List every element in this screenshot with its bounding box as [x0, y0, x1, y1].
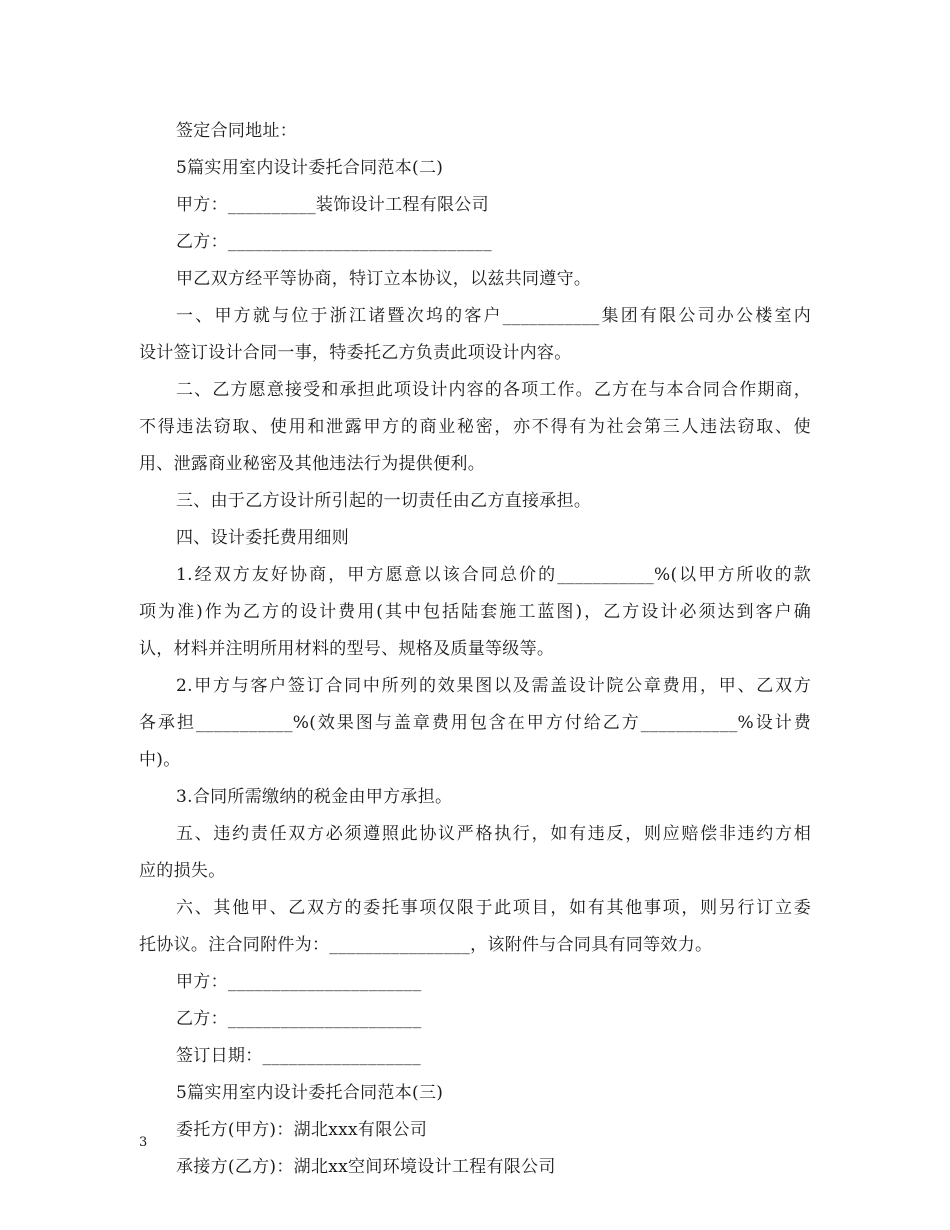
- document-body: [139, 113, 811, 1186]
- text-line: 5篇实用室内设计委托合同范本(二): [176, 158, 444, 178]
- text-line: 签订日期：__________________: [176, 1046, 421, 1066]
- text-line: 承接方(乙方)：湖北xx空间环境设计工程有限公司: [176, 1157, 556, 1177]
- page-number: 3: [139, 1135, 148, 1150]
- text-line: 2.甲方与客户签订合同中所列的效果图以及需盖设计院公章费用，甲、乙双方: [176, 676, 811, 696]
- text-line: 各承担___________%(效果图与盖章费用包含在甲方付给乙方___________%设计费: [139, 713, 811, 733]
- text-line: 乙方：______________________________: [176, 232, 492, 252]
- text-line: 项为准)作为乙方的设计费用(其中包括陆套施工蓝图)，乙方设计必须达到客户确: [139, 602, 811, 622]
- text-line: 3.合同所需缴纳的税金由甲方承担。: [176, 787, 453, 807]
- text-line: 认，材料并注明所用材料的型号、规格及质量等级等。: [139, 639, 555, 659]
- text-line: 六、其他甲、乙双方的委托事项仅限于此项目，如有其他事项，则另行订立委: [176, 898, 811, 918]
- text-line: 一、甲方就与位于浙江诸暨次坞的客户___________集团有限公司办公楼室内: [176, 306, 811, 326]
- text-line: 乙方：______________________: [176, 1009, 422, 1029]
- text-line: 设计签订设计合同一事，特委托乙方负责此项设计内容。: [139, 343, 572, 363]
- text-line: 甲乙双方经平等协商，特订立本协议，以兹共同遵守。: [176, 269, 592, 289]
- text-line: 甲方：______________________: [176, 972, 422, 992]
- text-line: 5篇实用室内设计委托合同范本(三): [176, 1083, 444, 1103]
- text-line: 甲方：__________装饰设计工程有限公司: [176, 195, 489, 215]
- text-line: 委托方(甲方)：湖北xxx有限公司: [176, 1120, 428, 1140]
- text-line: 托协议。注合同附件为：________________，该附件与合同具有同等效力。: [139, 935, 713, 955]
- text-line: 用、泄露商业秘密及其他违法行为提供便利。: [139, 454, 485, 474]
- text-line: 四、设计委托费用细则: [176, 528, 349, 548]
- text-line: 1.经双方友好协商，甲方愿意以该合同总价的___________%(以甲方所收的款: [176, 565, 811, 585]
- text-line: 不得违法窃取、使用和泄露甲方的商业秘密，亦不得有为社会第三人违法窃取、使: [139, 417, 811, 437]
- text-line: 签定合同地址：: [176, 121, 298, 141]
- text-line: 中)。: [139, 750, 181, 770]
- text-line: 三、由于乙方设计所引起的一切责任由乙方直接承担。: [176, 491, 592, 511]
- text-line: 五、违约责任双方必须遵照此协议严格执行，如有违反，则应赔偿非违约方相: [176, 824, 811, 844]
- text-line: 二、乙方愿意接受和承担此项设计内容的各项工作。乙方在与本合同合作期商，: [176, 380, 811, 400]
- text-line: 应的损失。: [139, 861, 226, 881]
